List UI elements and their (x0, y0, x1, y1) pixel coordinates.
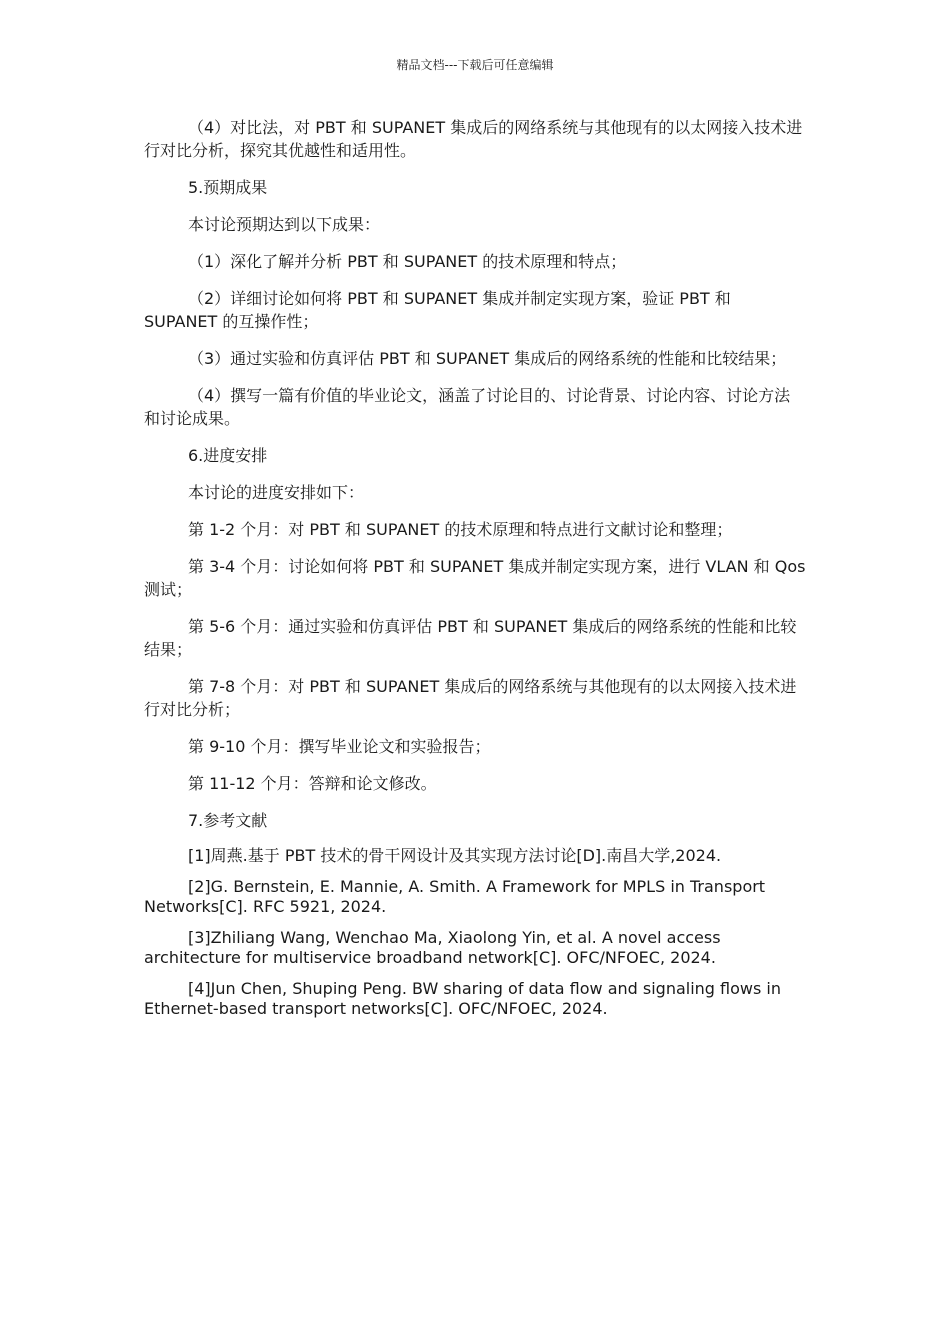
expected-result-4: （4）撰写一篇有价值的毕业论文，涵盖了讨论目的、讨论背景、讨论内容、讨论方法和讨论成果。 (144, 386, 791, 428)
section-heading-references: 7.参考文献 (188, 811, 268, 830)
expected-result-1: （1）深化了解并分析 PBT 和 SUPANET 的技术原理和特点； (188, 252, 627, 271)
reference-3: [3]Zhiliang Wang, Wenchao Ma, Xiaolong Yin, et al. A novel access architecture for multiservice broadband network[C]. OFC/NFOEC, 2024. (144, 928, 721, 967)
expected-result-2: （2）详细讨论如何将 PBT 和 SUPANET 集成并制定实现方案，验证 PBT 和 SUPANET 的互操作性； (144, 289, 731, 331)
schedule-intro: 本讨论的进度安排如下： (188, 483, 365, 502)
reference-2: [2]G. Bernstein, E. Mannie, A. Smith. A Framework for MPLS in Transport Networks[C]. RFC 5921, 2024. (144, 877, 766, 916)
method-item-4: （4）对比法，对 PBT 和 SUPANET 集成后的网络系统与其他现有的以太网接入技术进行对比分析，探究其优越性和适用性。 (144, 118, 803, 160)
schedule-item-months-1-2: 第 1-2 个月：对 PBT 和 SUPANET 的技术原理和特点进行文献讨论和整理； (188, 520, 733, 539)
document-body (144, 116, 806, 1030)
section-heading-schedule: 6.进度安排 (188, 446, 268, 465)
schedule-item-months-5-6: 第 5-6 个月：通过实验和仿真评估 PBT 和 SUPANET 集成后的网络系统的性能和比较结果； (144, 617, 797, 659)
expected-results-intro: 本讨论预期达到以下成果： (188, 215, 381, 234)
schedule-item-months-3-4: 第 3-4 个月：讨论如何将 PBT 和 SUPANET 集成并制定实现方案，进行 VLAN 和 Qos 测试； (144, 557, 806, 599)
schedule-item-months-11-12: 第 11-12 个月：答辩和论文修改。 (188, 774, 437, 793)
schedule-item-months-9-10: 第 9-10 个月：撰写毕业论文和实验报告； (188, 737, 491, 756)
reference-4: [4]Jun Chen, Shuping Peng. BW sharing of data flow and signaling flows in Ethernet-based transport networks[C]. OFC/NFOEC, 2024. (144, 979, 782, 1018)
section-heading-expected-results: 5.预期成果 (188, 178, 268, 197)
schedule-item-months-7-8: 第 7-8 个月：对 PBT 和 SUPANET 集成后的网络系统与其他现有的以太网接入技术进行对比分析； (144, 677, 797, 719)
reference-1: [1]周燕.基于 PBT 技术的骨干网设计及其实现方法讨论[D].南昌大学,2024. (188, 846, 722, 865)
page-header: 精品文档---下载后可任意编辑 (396, 58, 554, 72)
expected-result-3: （3）通过实验和仿真评估 PBT 和 SUPANET 集成后的网络系统的性能和比较结果； (188, 349, 787, 368)
